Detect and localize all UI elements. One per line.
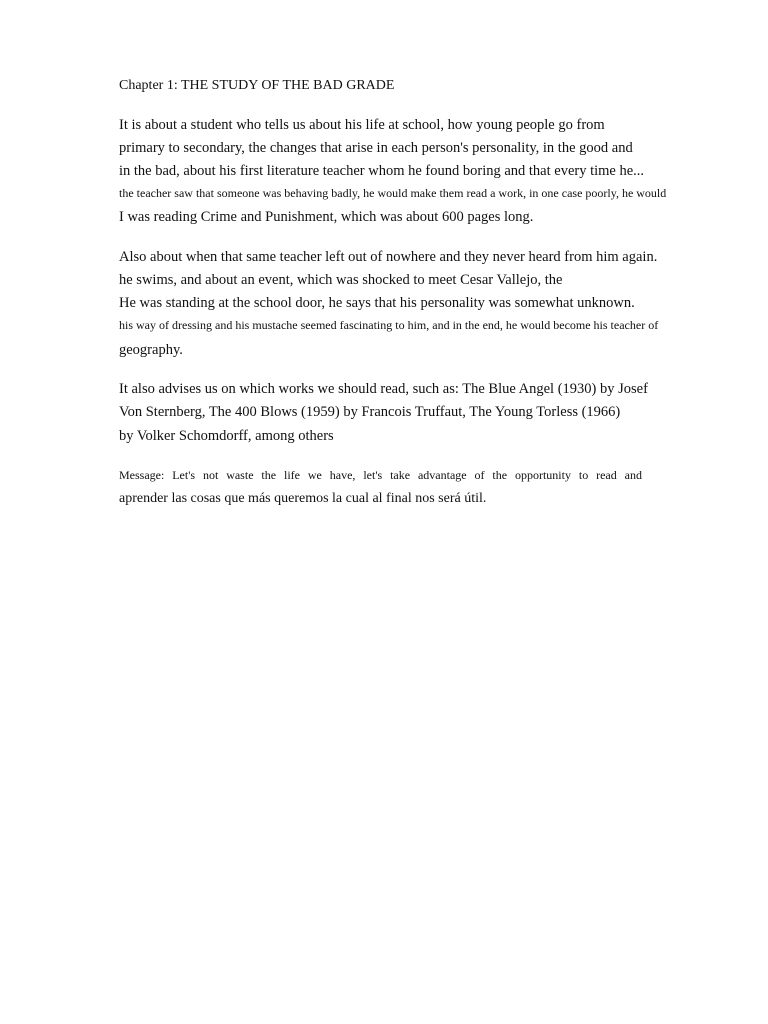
text-line: the teacher saw that someone was behaving badly, he would make them read a work, in one case poorly, he would: [119, 186, 667, 200]
text-line: he swims, and about an event, which was shocked to meet Cesar Vallejo, the: [119, 272, 563, 288]
text-line: in the bad, about his first literature teacher whom he found boring and that every time he...: [119, 163, 645, 179]
text-line: Message: Let's not waste the life we have, let's take advantage of the opportunity to read and: [119, 468, 642, 482]
text-line: by Volker Schomdorff, among others: [119, 428, 334, 444]
text-line: aprender las cosas que más queremos la cual al final nos será útil.: [119, 491, 487, 506]
chapter-title: Chapter 1: THE STUDY OF THE BAD GRADE: [119, 78, 395, 93]
text-line: geography.: [119, 342, 183, 358]
text-line: It also advises us on which works we should read, such as: The Blue Angel (1930) by Josef: [119, 381, 648, 397]
text-line: I was reading Crime and Punishment, which was about 600 pages long.: [119, 209, 534, 225]
text-line: It is about a student who tells us about his life at school, how young people go from: [119, 117, 605, 133]
text-line: primary to secondary, the changes that arise in each person's personality, in the good and: [119, 140, 633, 156]
text-line: He was standing at the school door, he says that his personality was somewhat unknown.: [119, 295, 635, 311]
text-line: Also about when that same teacher left out of nowhere and they never heard from him again.: [119, 249, 658, 265]
text-line: Von Sternberg, The 400 Blows (1959) by Francois Truffaut, The Young Torless (1966): [119, 404, 621, 420]
text-line: his way of dressing and his mustache seemed fascinating to him, and in the end, he would become his teacher of: [119, 318, 659, 332]
